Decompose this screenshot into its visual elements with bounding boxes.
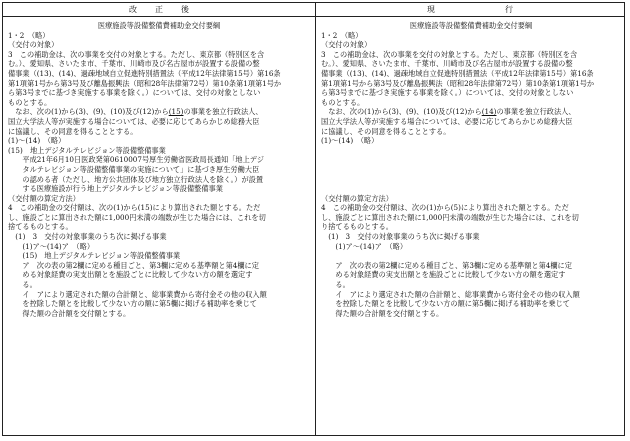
paragraph-line: 捨てるものとする。 [8,222,73,232]
blank-line [321,165,621,175]
paragraph-line: の認める者（ただし、地方公共団体及び地方独立行政法人を除く。）が設置 [8,174,264,184]
current-column [321,21,621,318]
blank-line [321,155,621,165]
blank-line [321,146,621,156]
text-segment: の事業を独立行政法人、 [496,107,576,117]
document-title: 医療施設等設備整備費補助金交付要綱 [409,21,533,30]
paragraph-line: む。）、愛知県、さいたま市、千葉市、川崎市及び名古屋市が設置する設備の整 [321,59,573,69]
table-header [3,3,624,17]
paragraph-line: 国立大学法人等が実施する場合については、必要に応じてあらかじめ総務大臣 [321,116,573,126]
paragraph-line: タルテレビジョン等設備整備事業の実施について」に基づき厚生労働大臣 [8,164,260,174]
blank-line [321,184,621,194]
paragraph-line: める対象経費の実支出額とを施設ごとに比較して少ない方の額を選定す [321,270,566,280]
paragraph-line: し、施設ごとに算出された額に1,000円未満の端数が生じた場合には、これを切 [8,212,266,222]
paragraph-line: り捨てるものとする。 [321,222,393,232]
comparison-table [2,2,625,436]
section-heading: （交付の対象） [8,40,59,50]
paragraph-line: に協議し、その同意を得ることとする。 [8,126,138,136]
paragraph-line: る。 [8,280,37,290]
paragraph-line: める対象経費の実支出額とを施設ごとに比較して少ない方の額を選定す [8,270,253,280]
paragraph-line: (1)ア～(14)ア （略） [321,241,408,251]
text-segment: の事業を独立行政法人、 [183,107,263,117]
paragraph-line: に協議し、その同意を得ることとする。 [321,126,451,136]
paragraph-line: (1) 3 交付の対象事業のうち次に掲げる事業 [321,232,480,242]
document-title: 医療施設等設備整備費補助金交付要綱 [97,21,221,30]
paragraph-line: ア 次の表の第2欄に定める種目ごと、第3欄に定める基準額と第4欄に定 [8,260,259,270]
paragraph-line: 4 この補助金の交付額は、次の(1)から(15)により算出された額とする。ただ [8,203,261,213]
paragraph-line: 備事業（(13)、(14)、過疎地域自立促進特別措置法（平成12年法律第15号）第16条 [8,68,281,78]
revised-column [8,21,310,318]
blank-line [321,175,621,185]
blank-line [321,251,621,261]
paragraph-line: (15) 地上デジタルテレビジョン等設備整備事業 [8,251,181,261]
paragraph-line: し、施設ごとに算出された額に1,000円未満の端数が生じた場合には、これを切 [321,212,579,222]
paragraph-line: ものとする。 [8,97,52,107]
amended-text: (14) [481,107,497,117]
paragraph-line: する医療施設が行う地上デジタルテレビジョン等設備整備事業 [8,184,223,194]
paragraph-line: 第1項第1号から第3号及び離島振興法（昭和28年法律第72号）第10条第1項第1号か [8,78,282,88]
paragraph-line: ら第3号までに基づき実施する事業を除く。）については、交付の対象としない [8,88,261,98]
section-heading: （交付額の算定方法） [8,193,80,203]
paragraph-line: イ アにより選定された額の合計額と、総事業費から寄付金その他の収入額 [8,289,267,299]
paragraph-line: 3 この補助金は、次の事業を交付の対象とする。ただし、東京都（特別区を含 [8,49,265,59]
header-current: 現行 [427,5,583,14]
paragraph-line: (1)～(14) （略） [8,136,66,146]
paragraph-line: 3 この補助金は、次の事業を交付の対象とする。ただし、東京都（特別区を含 [321,49,578,59]
paragraph-line: (1)～(14) （略） [321,136,379,146]
paragraph-line: 4 この補助金の交付額は、次の(1)から(5)により算出された額とする。ただ [321,203,569,213]
paragraph-line [8,107,310,117]
paragraph-line: (1) 3 交付の対象事業のうち次に掲げる事業 [8,232,167,242]
paragraph-line: 得た額の合計額を交付額とする。 [321,308,444,318]
paragraph-line: 国立大学法人等が実施する場合については、必要に応じてあらかじめ総務大臣 [8,116,260,126]
paragraph-line: (1)ア～(14)ア （略） [8,241,95,251]
paragraph-line: る。 [321,280,350,290]
paragraph-line: 第1項第1号から第3号及び離島振興法（昭和28年法律第72号）第10条第1項第1号か [321,78,595,88]
paragraph-line: 備事業（(13)、(14)、過疎地域自立促進特別措置法（平成12年法律第15号）第16条 [321,68,594,78]
paragraph-line [321,107,621,117]
paragraph-line: 得た額の合計額を交付額とする。 [8,308,131,318]
section-heading: （交付額の算定方法） [321,193,393,203]
paragraph-line: ら第3号までに基づき実施する事業を除く。）については、交付の対象としない [321,88,574,98]
column-divider [315,3,316,435]
paragraph-line: む。）、愛知県、さいたま市、千葉市、川崎市及び名古屋市が設置する設備の整 [8,59,260,69]
paragraph-line: 平成21年6月10日医政発第0610007号厚生労働省医政局長通知「地上デジ [8,155,264,165]
paragraph-line: イ アにより選定された額の合計額と、総事業費から寄付金その他の収入額 [321,289,580,299]
text-segment: なお、次の(1)から(3)、(9)、(10)及び(12)から [321,107,482,117]
paragraph-line: (15) 地上デジタルテレビジョン等設備整備事業 [8,145,166,155]
paragraph-line: を控除した額とを比較して少ない方の額に第5欄に掲げる補助率を乗じて [321,299,570,309]
paragraph-line: を控除した額とを比較して少ない方の額に第5欄に掲げる補助率を乗じて [8,299,257,309]
paragraph-line: ものとする。 [321,97,365,107]
paragraph-line: 1・2 （略） [321,30,363,40]
paragraph-line: 1・2 （略） [8,30,50,40]
text-segment: なお、次の(1)から(3)、(9)、(10)及び(12)から [8,107,169,117]
amended-text: (15) [168,107,184,117]
section-heading: （交付の対象） [321,40,372,50]
header-revised: 改正後 [129,5,207,14]
paragraph-line: ア 次の表の第2欄に定める種目ごと、第3欄に定める基準額と第4欄に定 [321,260,572,270]
